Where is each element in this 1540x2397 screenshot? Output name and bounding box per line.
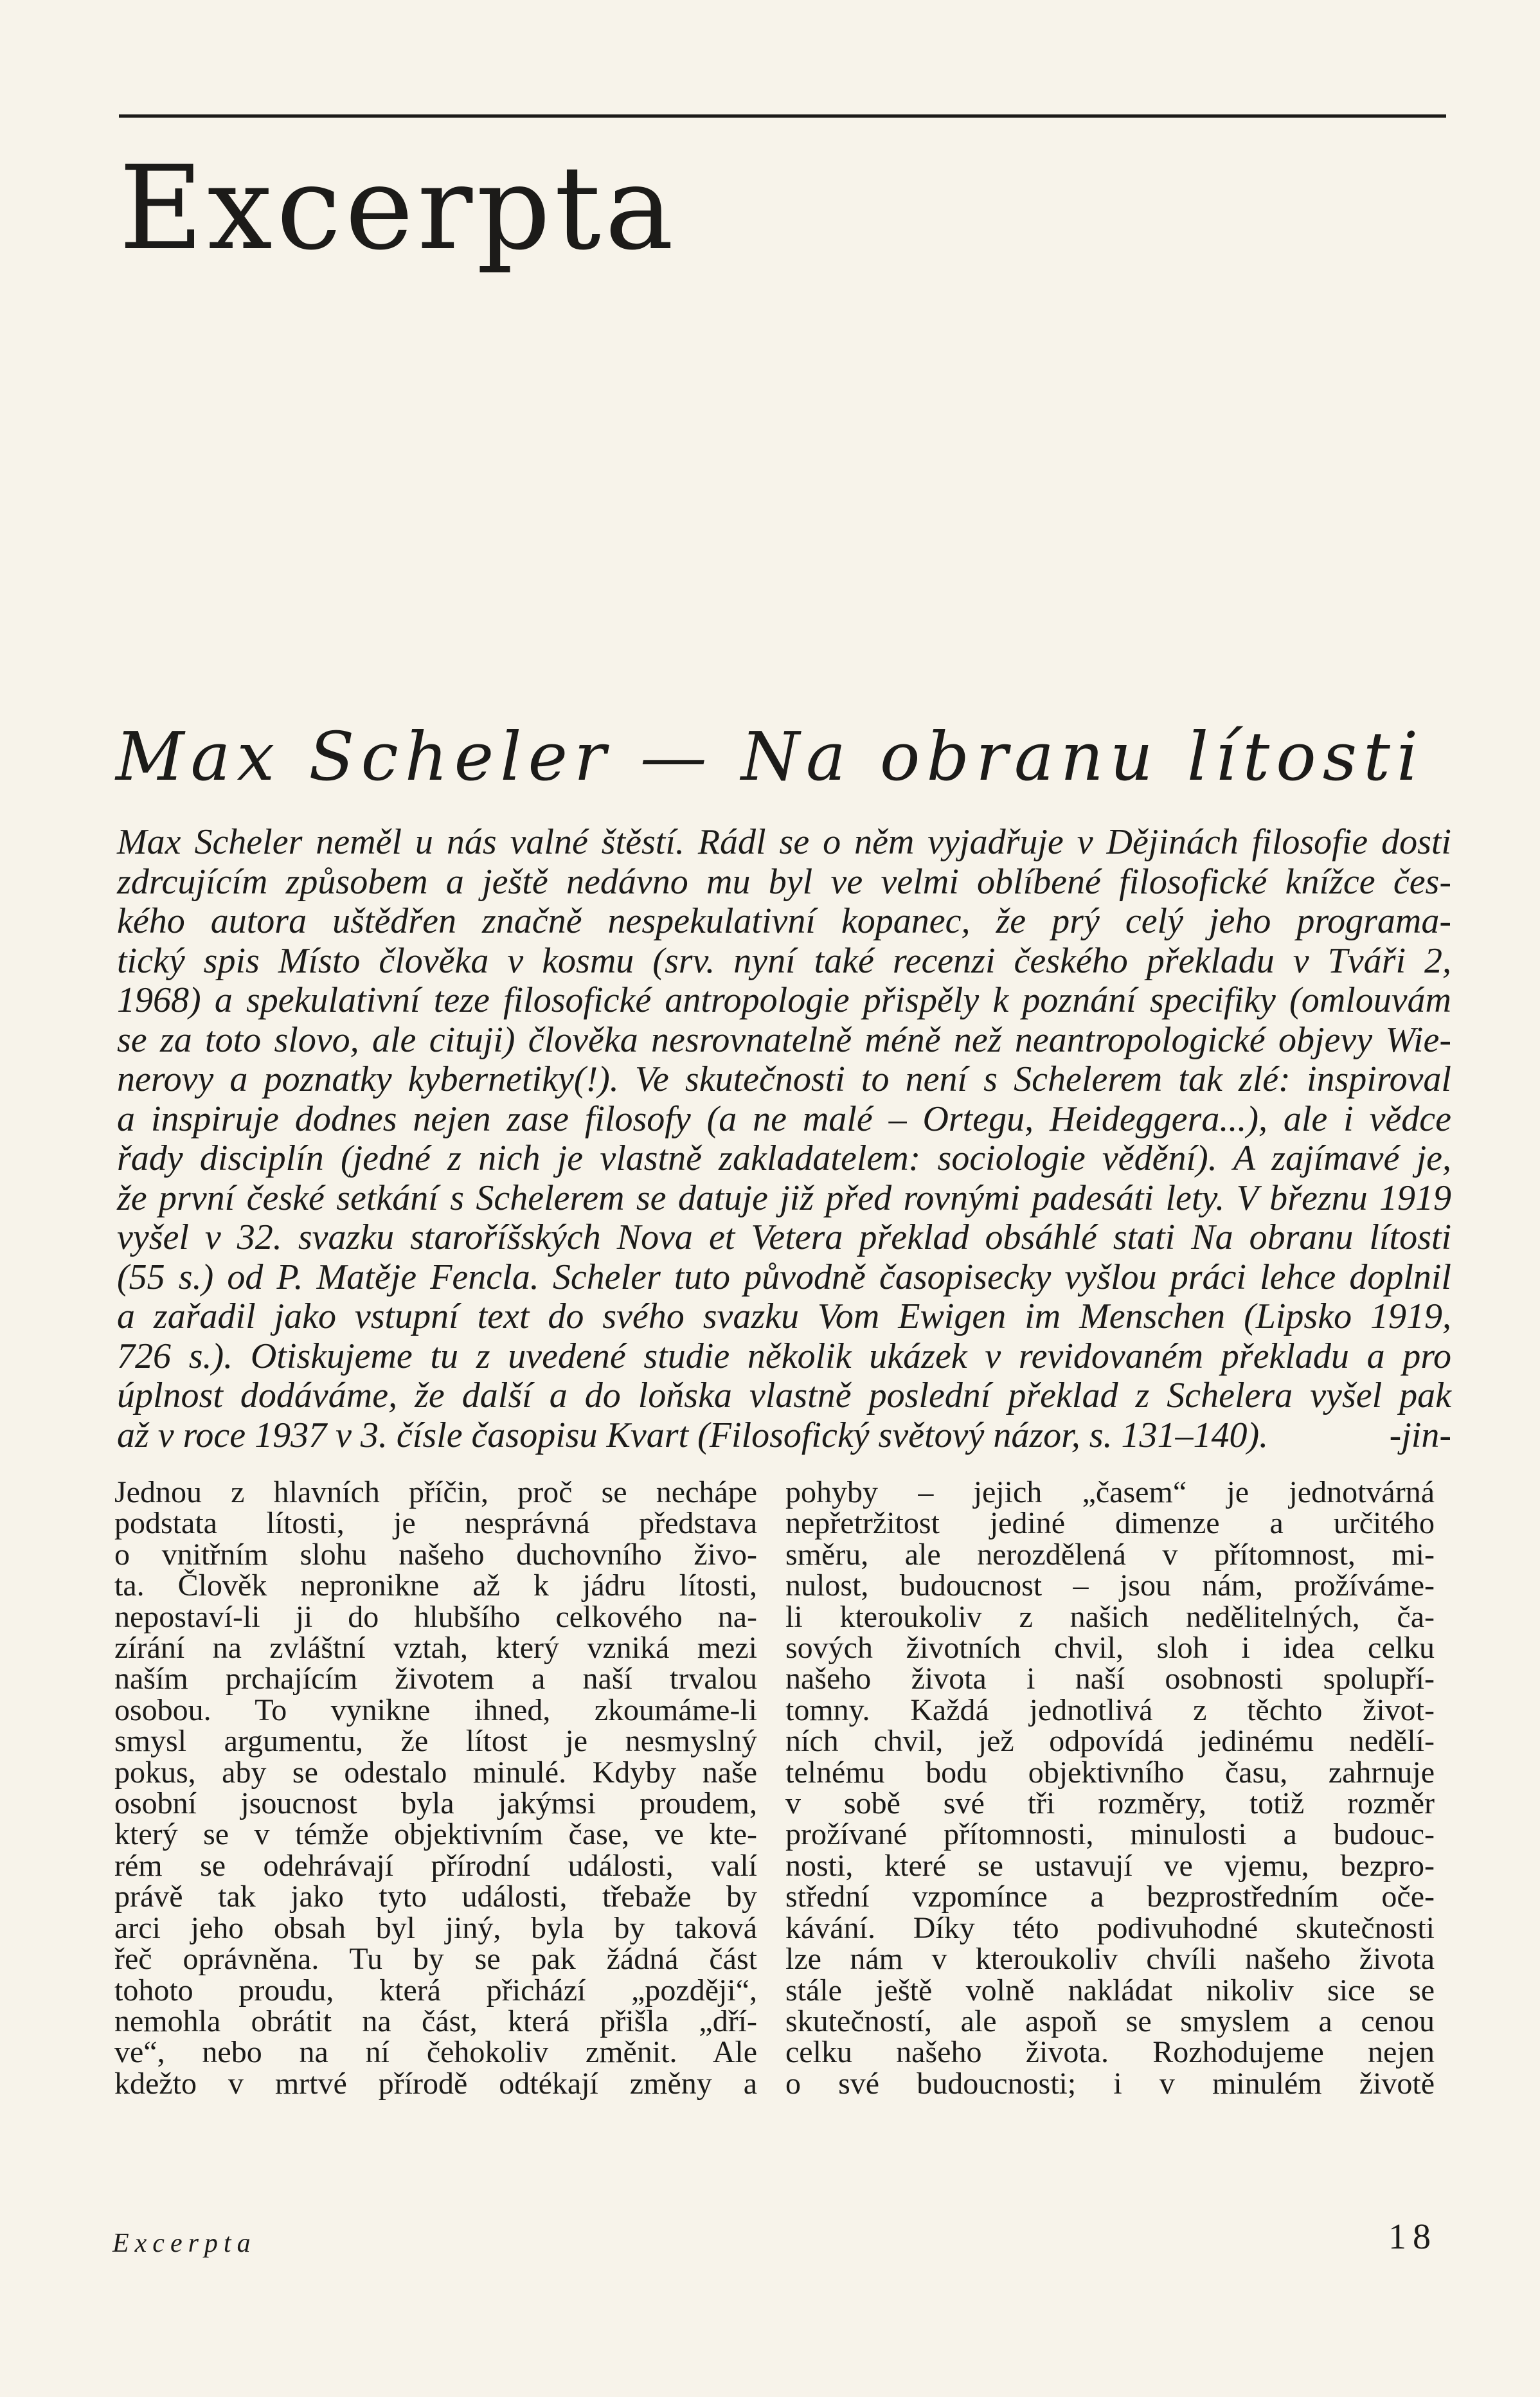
- body-line: skutečností, ale aspoň se smyslem a cenou: [785, 2004, 1435, 2038]
- intro-line: tický spis Místo člověka v kosmu (srv. nyní také recenzi českého překladu v Tváři 2,: [117, 940, 1451, 981]
- intro-line: 1968) a spekulativní teze filosofické antropologie přispěly k poznání specifiky (omlouvám: [117, 980, 1451, 1020]
- body-line: nemohla obrátit na část, která přišla „dří-: [114, 2004, 757, 2038]
- intro-line: Max Scheler neměl u nás valné štěstí. Rádl se o něm vyjadřuje v Dějinách filosofie dosti: [117, 822, 1451, 862]
- intro-last-line: [117, 1416, 1451, 1456]
- body-line: rém se odehrávají přírodní události, valí: [114, 1848, 757, 1883]
- body-line: prožívané přítomnosti, minulosti a budouc-: [785, 1817, 1435, 1852]
- body-line: osobní jsoucnost byla jakýmsi proudem,: [114, 1786, 757, 1821]
- intro-signature: -jin-: [1389, 1415, 1451, 1455]
- body-line: naším prchajícím životem a naší trvalou: [114, 1662, 757, 1696]
- body-line: tohoto proudu, která přichází „později“,: [114, 1973, 757, 2007]
- intro-line: kého autora uštědřen značně nespekulativní kopanec, že prý celý jeho programa-: [117, 901, 1451, 941]
- body-line: ve“, nebo na ní čehokoliv změnit. Ale: [114, 2035, 757, 2070]
- body-line: kávání. Díky této podivuhodné skutečnosti: [785, 1910, 1435, 1945]
- intro-line: nerovy a poznatky kybernetiky(!). Ve skutečnosti to není s Schelerem tak zlé: inspiroval: [117, 1059, 1451, 1099]
- body-line: li kteroukoliv z našich nedělitelných, ča-: [785, 1599, 1435, 1634]
- article-title: Max Scheler — Na obranu lítosti: [116, 717, 1425, 796]
- body-line: ta. Člověk nepronikne až k jádru lítosti,: [114, 1568, 757, 1603]
- body-line: nulost, budoucnost – jsou nám, prožíváme-: [785, 1568, 1435, 1603]
- body-line: ních chvil, jež odpovídá jedinému nedělí-: [785, 1724, 1435, 1759]
- page-number: 18: [1388, 2217, 1437, 2257]
- intro-line: 726 s.). Otiskujeme tu z uvedené studie několik ukázek v revidovaném překladu a pro: [117, 1336, 1451, 1376]
- intro-line: zdrcujícím způsobem a ještě nedávno mu byl ve velmi oblíbené filosofické knížce čes-: [117, 861, 1451, 902]
- body-line: osobou. To vynikne ihned, zkoumáme-li: [114, 1692, 757, 1727]
- body-line: nepřetržitost jediné dimenze a určitého: [785, 1506, 1435, 1541]
- intro-paragraph: [117, 823, 1451, 1455]
- intro-line: se za toto slovo, ale cituji) člověka nesrovnatelně méně než neantropologické objevy Wie-: [117, 1019, 1451, 1060]
- body-line: pokus, aby se odestalo minulé. Kdyby naše: [114, 1755, 757, 1790]
- body-line: nosti, které se ustavují ve vjemu, bezpro-: [785, 1848, 1435, 1883]
- body-line: nepostaví-li ji do hlubšího celkového na-: [114, 1599, 757, 1634]
- intro-line: že první české setkání s Schelerem se datuje již před rovnými padesáti lety. V březnu 1919: [117, 1178, 1451, 1218]
- body-line: v sobě své tři rozměry, totiž rozměr: [785, 1786, 1435, 1821]
- body-line: stále ještě volně nakládat nikoliv sice se: [785, 1973, 1435, 2007]
- running-footer: Excerpta: [112, 2229, 256, 2258]
- intro-line: až v roce 1937 v 3. čísle časopisu Kvart (Filosofický světový názor, s. 131–140).: [117, 1415, 1269, 1455]
- body-line: smysl argumentu, že lítost je nesmyslný: [114, 1724, 757, 1759]
- body-line: našeho života i naší osobnosti spolupří-: [785, 1662, 1435, 1696]
- body-line: podstata lítosti, je nesprávná představa: [114, 1506, 757, 1541]
- body-line: tomny. Každá jednotlivá z těchto život-: [785, 1692, 1435, 1727]
- body-line: Jednou z hlavních příčin, proč se nechápe: [114, 1475, 757, 1509]
- intro-line: a inspiruje dodnes nejen zase filosofy (a ne malé – Ortegu, Heideggera...), ale i vědce: [117, 1099, 1451, 1139]
- body-line: právě tak jako tyto události, třebaže by: [114, 1880, 757, 1914]
- body-line: arci jeho obsah byl jiný, byla by taková: [114, 1910, 757, 1945]
- body-line: směru, ale nerozdělená v přítomnost, mi-: [785, 1537, 1435, 1572]
- intro-line: vyšel v 32. svazku staroříšských Nova et Vetera překlad obsáhlé stati Na obranu lítosti: [117, 1217, 1451, 1257]
- intro-line: úplnost dodáváme, že další a do loňska vlastně poslední překlad z Schelera vyšel pak: [117, 1376, 1451, 1415]
- section-title: Excerpta: [119, 141, 678, 276]
- body-line: o vnitřním slohu našeho duchovního živo-: [114, 1537, 757, 1572]
- body-line: který se v témže objektivním čase, ve kte-: [114, 1817, 757, 1852]
- body-line: zírání na zvláštní vztah, který vzniká mezi: [114, 1631, 757, 1665]
- right-column: [785, 1477, 1435, 2099]
- body-line: kdežto v mrtvé přírodě odtékají změny a: [114, 2066, 757, 2101]
- body-line: telnému bodu objektivního času, zahrnuje: [785, 1755, 1435, 1790]
- intro-line: a zařadil jako vstupní text do svého svazku Vom Ewigen im Menschen (Lipsko 1919,: [117, 1297, 1451, 1336]
- top-rule: [119, 114, 1446, 118]
- intro-line: řady disciplín (jedné z nich je vlastně zakladatelem: sociologie vědění). A zajímavé je,: [117, 1138, 1451, 1178]
- body-line: celku našeho života. Rozhodujeme nejen: [785, 2035, 1435, 2070]
- body-line: o své budoucnosti; i v minulém životě: [785, 2066, 1435, 2101]
- intro-line: (55 s.) od P. Matěje Fencla. Scheler tuto původně časopisecky vyšlou práci lehce doplnil: [117, 1257, 1451, 1297]
- body-line: střední vzpomínce a bezprostředním oče-: [785, 1880, 1435, 1914]
- left-column: [114, 1477, 757, 2099]
- body-line: lze nám v kteroukoliv chvíli našeho života: [785, 1942, 1435, 1977]
- body-line: pohyby – jejich „časem“ je jednotvárná: [785, 1475, 1435, 1509]
- body-line: sových životních chvil, sloh i idea celku: [785, 1631, 1435, 1665]
- body-line: řeč oprávněna. Tu by se pak žádná část: [114, 1942, 757, 1977]
